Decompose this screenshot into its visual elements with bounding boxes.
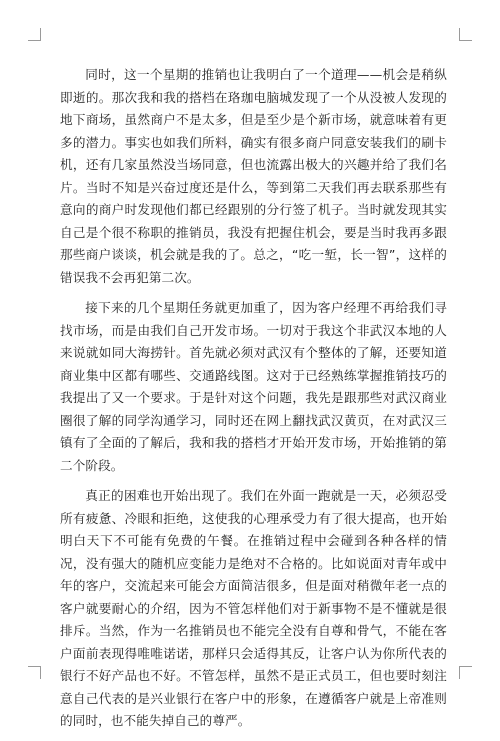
- crop-mark-top-left: [28, 28, 41, 41]
- paragraph-difficulties: 真正的困难也开始出现了。我们在外面一跑就是一天，必须忍受所有疲惫、冷眼和拒绝，这使我的心理承受力有了很大提高，也开始明白天下不可能有免费的午餐。在推销过程中会碰到各种各样的情况，没有强大的随机应变能力是绝对不合格的。比如说面对青年或中年的客户，交流起来可能会方面简洁很多，但是面对稍微年老一点的客户就要耐心的介绍，因为不管怎样他们对于新事物不是不懂就是很排斥。当然，作为一名推销员也不能完全没有自尊和骨气，不能在客户面前表现得唯唯诺诺，那样只会适得其反，让客户认为你所代表的银行不好产品也不好。不管怎样，虽然不是正式员工，但也要时刻注意自己代表的是兴业银行在客户中的形象，在遵循客户就是上帝准则的同时，也不能失掉自己的尊严。: [60, 488, 447, 728]
- crop-mark-bottom-left: [28, 666, 41, 679]
- paragraph-missed-opportunity: 同时，这一个星期的推销也让我明白了一个道理——机会是稍纵即逝的。那次我和我的搭档在珞珈电脑城发现了一个从没被人发现的地下商场，虽然商户不是太多，但是至少是个新市场，就意味着有更多的潜力。事实也如我们所料，确实有很多商户同意安装我们的刷卡机，还有几家虽然没当场同意，但也流露出极大的兴趣并给了我们名片。当时不知是兴奋过度还是什么，等到第二天我们再去联系那些有意向的商户时发现他们都已经跟别的分行签了机子。当时就发现其实自己是个很不称职的推销员，我没有把握住机会，要是当时我再多跟那些商户谈谈，机会就是我的了。总之，“吃一堑，长一智”，这样的错误我不会再犯第二次。: [60, 67, 447, 285]
- crop-mark-top-right: [459, 28, 472, 41]
- paragraph-market-development: 接下来的几个星期任务就更加重了，因为客户经理不再给我们寻找市场，而是由我们自己开发市场。一切对于我这个非武汉本地的人来说就如同大海捞针。首先就必须对武汉有个整体的了解，还要知道商业集中区都有哪些、交通路线图。这对于已经熟练掌握推销技巧的我提出了又一个要求。于是针对这个问题，我先是跟那些对武汉商业圈很了解的同学沟通学习，同时还在网上翻找武汉黄页，在对武汉三镇有了全面的了解后，我和我的搭档才开始开发市场，开始推销的第二个阶段。: [60, 300, 447, 473]
- crop-mark-bottom-right: [459, 666, 472, 679]
- document-body: [60, 64, 447, 741]
